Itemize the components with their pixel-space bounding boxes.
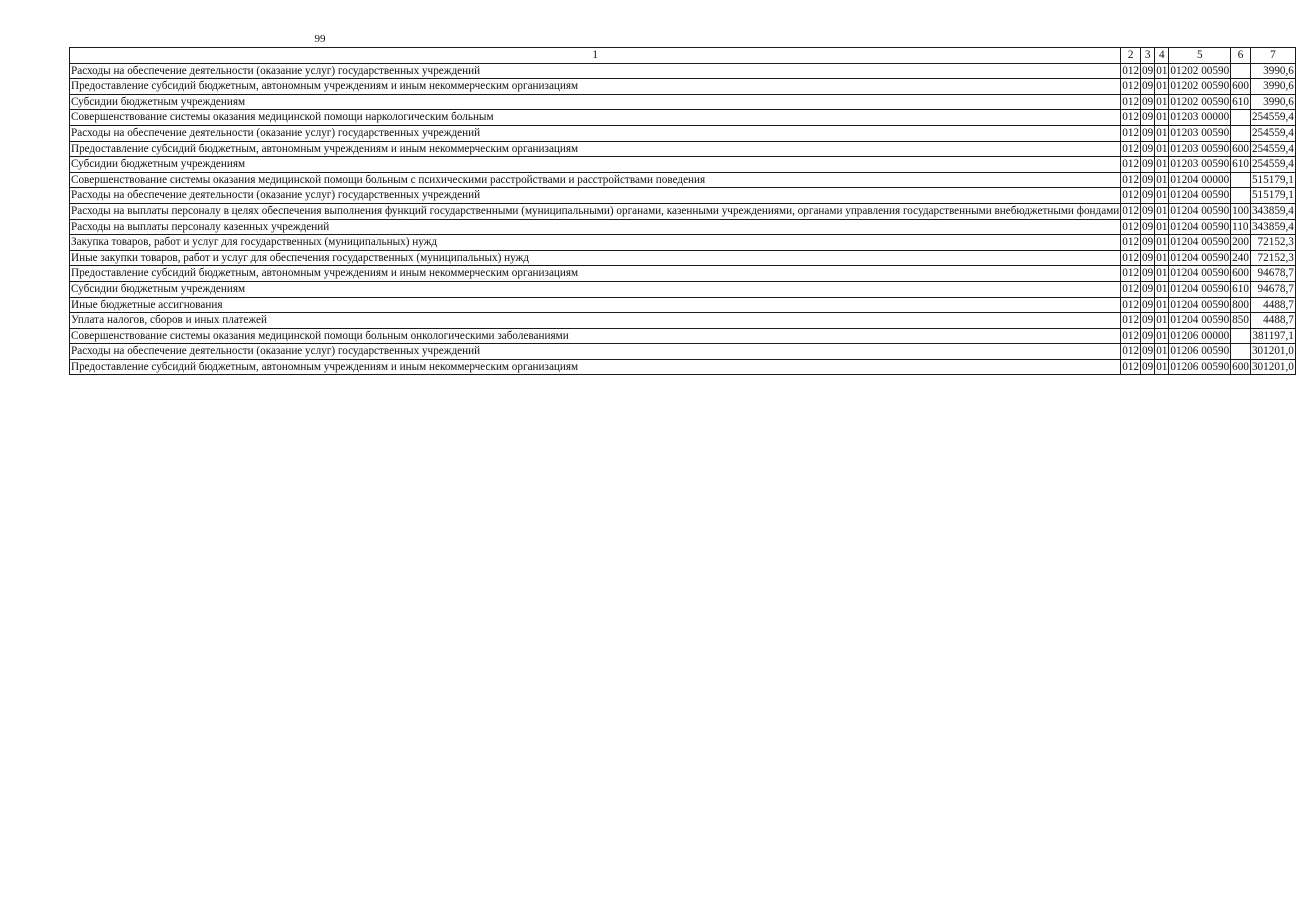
expense-type-code <box>1231 110 1251 126</box>
item-name: Расходы на обеспечение деятельности (оказание услуг) государственных учреждений <box>70 188 1121 204</box>
subsection-code: 01 <box>1155 219 1169 235</box>
amount: 343859,4 <box>1250 203 1295 219</box>
item-name: Предоставление субсидий бюджетным, автономным учреждениям и иным некоммерческим организациям <box>70 141 1121 157</box>
expense-type-code: 200 <box>1231 235 1251 251</box>
subsection-code: 01 <box>1155 328 1169 344</box>
item-name: Совершенствование системы оказания медицинской помощи больным онкологическими заболеваниями <box>70 328 1121 344</box>
amount: 254559,4 <box>1250 125 1295 141</box>
item-name: Расходы на обеспечение деятельности (оказание услуг) государственных учреждений <box>70 344 1121 360</box>
item-name: Расходы на обеспечение деятельности (оказание услуг) государственных учреждений <box>70 63 1121 79</box>
subsection-code: 01 <box>1155 266 1169 282</box>
table-row <box>70 250 1296 266</box>
expense-type-code <box>1231 172 1251 188</box>
subsection-code: 01 <box>1155 79 1169 95</box>
expense-type-code: 850 <box>1231 313 1251 329</box>
section-code: 09 <box>1141 63 1155 79</box>
column-header: 6 <box>1231 48 1251 64</box>
amount: 254559,4 <box>1250 157 1295 173</box>
grbs-code: 012 <box>1121 79 1141 95</box>
amount: 4488,7 <box>1250 313 1295 329</box>
target-article-code: 01204 00590 <box>1169 297 1231 313</box>
table-row <box>70 313 1296 329</box>
subsection-code: 01 <box>1155 188 1169 204</box>
expense-type-code <box>1231 63 1251 79</box>
item-name: Уплата налогов, сборов и иных платежей <box>70 313 1121 329</box>
grbs-code: 012 <box>1121 359 1141 375</box>
table-row <box>70 266 1296 282</box>
grbs-code: 012 <box>1121 157 1141 173</box>
section-code: 09 <box>1141 94 1155 110</box>
column-header: 1 <box>70 48 1121 64</box>
item-name: Расходы на выплаты персоналу в целях обеспечения выполнения функций государственными (муниципальными) органами, казенными учреждениями, органами управления государственными внебюджетными фондами <box>70 203 1121 219</box>
section-code: 09 <box>1141 235 1155 251</box>
target-article-code: 01206 00000 <box>1169 328 1231 344</box>
amount: 515179,1 <box>1250 188 1295 204</box>
grbs-code: 012 <box>1121 141 1141 157</box>
table-row <box>70 281 1296 297</box>
grbs-code: 012 <box>1121 250 1141 266</box>
section-code: 09 <box>1141 110 1155 126</box>
grbs-code: 012 <box>1121 313 1141 329</box>
item-name: Совершенствование системы оказания медицинской помощи больным с психическими расстройствами и расстройствами поведения <box>70 172 1121 188</box>
section-code: 09 <box>1141 344 1155 360</box>
item-name: Субсидии бюджетным учреждениям <box>70 281 1121 297</box>
target-article-code: 01204 00590 <box>1169 219 1231 235</box>
target-article-code: 01203 00590 <box>1169 141 1231 157</box>
section-code: 09 <box>1141 266 1155 282</box>
table-row <box>70 157 1296 173</box>
table-row <box>70 188 1296 204</box>
column-header: 3 <box>1141 48 1155 64</box>
grbs-code: 012 <box>1121 281 1141 297</box>
expense-type-code: 240 <box>1231 250 1251 266</box>
section-code: 09 <box>1141 172 1155 188</box>
column-header: 5 <box>1169 48 1231 64</box>
section-code: 09 <box>1141 141 1155 157</box>
amount: 301201,0 <box>1250 359 1295 375</box>
expense-type-code: 610 <box>1231 157 1251 173</box>
table-row <box>70 203 1296 219</box>
subsection-code: 01 <box>1155 297 1169 313</box>
amount: 254559,4 <box>1250 110 1295 126</box>
target-article-code: 01204 00000 <box>1169 172 1231 188</box>
page-number: 99 <box>314 33 326 45</box>
item-name: Субсидии бюджетным учреждениям <box>70 94 1121 110</box>
grbs-code: 012 <box>1121 94 1141 110</box>
grbs-code: 012 <box>1121 235 1141 251</box>
grbs-code: 012 <box>1121 344 1141 360</box>
expense-type-code: 600 <box>1231 266 1251 282</box>
table-row <box>70 63 1296 79</box>
section-code: 09 <box>1141 219 1155 235</box>
budget-table <box>69 47 1296 375</box>
section-code: 09 <box>1141 313 1155 329</box>
item-name: Предоставление субсидий бюджетным, автономным учреждениям и иным некоммерческим организациям <box>70 79 1121 95</box>
grbs-code: 012 <box>1121 297 1141 313</box>
amount: 94678,7 <box>1250 281 1295 297</box>
subsection-code: 01 <box>1155 157 1169 173</box>
amount: 3990,6 <box>1250 79 1295 95</box>
item-name: Предоставление субсидий бюджетным, автономным учреждениям и иным некоммерческим организациям <box>70 266 1121 282</box>
subsection-code: 01 <box>1155 110 1169 126</box>
target-article-code: 01204 00590 <box>1169 313 1231 329</box>
target-article-code: 01206 00590 <box>1169 359 1231 375</box>
subsection-code: 01 <box>1155 141 1169 157</box>
item-name: Иные бюджетные ассигнования <box>70 297 1121 313</box>
column-header: 7 <box>1250 48 1295 64</box>
column-number-row <box>70 48 1296 64</box>
table-row <box>70 344 1296 360</box>
expense-type-code <box>1231 344 1251 360</box>
subsection-code: 01 <box>1155 203 1169 219</box>
table-row <box>70 359 1296 375</box>
table-row <box>70 110 1296 126</box>
subsection-code: 01 <box>1155 250 1169 266</box>
section-code: 09 <box>1141 328 1155 344</box>
grbs-code: 012 <box>1121 203 1141 219</box>
section-code: 09 <box>1141 157 1155 173</box>
expense-type-code: 800 <box>1231 297 1251 313</box>
target-article-code: 01204 00590 <box>1169 203 1231 219</box>
table-row <box>70 172 1296 188</box>
grbs-code: 012 <box>1121 328 1141 344</box>
expense-type-code <box>1231 188 1251 204</box>
target-article-code: 01204 00590 <box>1169 250 1231 266</box>
grbs-code: 012 <box>1121 172 1141 188</box>
section-code: 09 <box>1141 250 1155 266</box>
target-article-code: 01206 00590 <box>1169 344 1231 360</box>
target-article-code: 01203 00590 <box>1169 157 1231 173</box>
table-row <box>70 94 1296 110</box>
table-row <box>70 219 1296 235</box>
item-name: Иные закупки товаров, работ и услуг для обеспечения государственных (муниципальных) нужд <box>70 250 1121 266</box>
amount: 94678,7 <box>1250 266 1295 282</box>
amount: 4488,7 <box>1250 297 1295 313</box>
subsection-code: 01 <box>1155 344 1169 360</box>
amount: 3990,6 <box>1250 63 1295 79</box>
target-article-code: 01202 00590 <box>1169 63 1231 79</box>
expense-type-code <box>1231 328 1251 344</box>
column-header: 4 <box>1155 48 1169 64</box>
target-article-code: 01203 00000 <box>1169 110 1231 126</box>
expense-type-code: 600 <box>1231 359 1251 375</box>
section-code: 09 <box>1141 203 1155 219</box>
expense-type-code <box>1231 125 1251 141</box>
amount: 301201,0 <box>1250 344 1295 360</box>
table-row <box>70 79 1296 95</box>
amount: 72152,3 <box>1250 250 1295 266</box>
item-name: Расходы на выплаты персоналу казенных учреждений <box>70 219 1121 235</box>
amount: 254559,4 <box>1250 141 1295 157</box>
amount: 515179,1 <box>1250 172 1295 188</box>
target-article-code: 01204 00590 <box>1169 281 1231 297</box>
item-name: Расходы на обеспечение деятельности (оказание услуг) государственных учреждений <box>70 125 1121 141</box>
item-name: Совершенствование системы оказания медицинской помощи наркологическим больным <box>70 110 1121 126</box>
subsection-code: 01 <box>1155 172 1169 188</box>
column-header: 2 <box>1121 48 1141 64</box>
table-body <box>70 63 1296 375</box>
item-name: Предоставление субсидий бюджетным, автономным учреждениям и иным некоммерческим организациям <box>70 359 1121 375</box>
target-article-code: 01202 00590 <box>1169 79 1231 95</box>
target-article-code: 01202 00590 <box>1169 94 1231 110</box>
subsection-code: 01 <box>1155 281 1169 297</box>
subsection-code: 01 <box>1155 235 1169 251</box>
item-name: Закупка товаров, работ и услуг для государственных (муниципальных) нужд <box>70 235 1121 251</box>
expense-type-code: 110 <box>1231 219 1251 235</box>
subsection-code: 01 <box>1155 94 1169 110</box>
subsection-code: 01 <box>1155 359 1169 375</box>
subsection-code: 01 <box>1155 63 1169 79</box>
target-article-code: 01203 00590 <box>1169 125 1231 141</box>
table-row <box>70 125 1296 141</box>
grbs-code: 012 <box>1121 125 1141 141</box>
expense-type-code: 600 <box>1231 141 1251 157</box>
table-row <box>70 297 1296 313</box>
section-code: 09 <box>1141 79 1155 95</box>
expense-type-code: 100 <box>1231 203 1251 219</box>
grbs-code: 012 <box>1121 63 1141 79</box>
expense-type-code: 600 <box>1231 79 1251 95</box>
section-code: 09 <box>1141 125 1155 141</box>
grbs-code: 012 <box>1121 219 1141 235</box>
item-name: Субсидии бюджетным учреждениям <box>70 157 1121 173</box>
expense-type-code: 610 <box>1231 281 1251 297</box>
table-row <box>70 235 1296 251</box>
amount: 381197,1 <box>1250 328 1295 344</box>
section-code: 09 <box>1141 281 1155 297</box>
grbs-code: 012 <box>1121 188 1141 204</box>
subsection-code: 01 <box>1155 125 1169 141</box>
section-code: 09 <box>1141 188 1155 204</box>
target-article-code: 01204 00590 <box>1169 188 1231 204</box>
table-row <box>70 328 1296 344</box>
section-code: 09 <box>1141 297 1155 313</box>
expense-type-code: 610 <box>1231 94 1251 110</box>
section-code: 09 <box>1141 359 1155 375</box>
amount: 343859,4 <box>1250 219 1295 235</box>
amount: 3990,6 <box>1250 94 1295 110</box>
grbs-code: 012 <box>1121 110 1141 126</box>
amount: 72152,3 <box>1250 235 1295 251</box>
grbs-code: 012 <box>1121 266 1141 282</box>
table-row <box>70 141 1296 157</box>
target-article-code: 01204 00590 <box>1169 266 1231 282</box>
subsection-code: 01 <box>1155 313 1169 329</box>
target-article-code: 01204 00590 <box>1169 235 1231 251</box>
